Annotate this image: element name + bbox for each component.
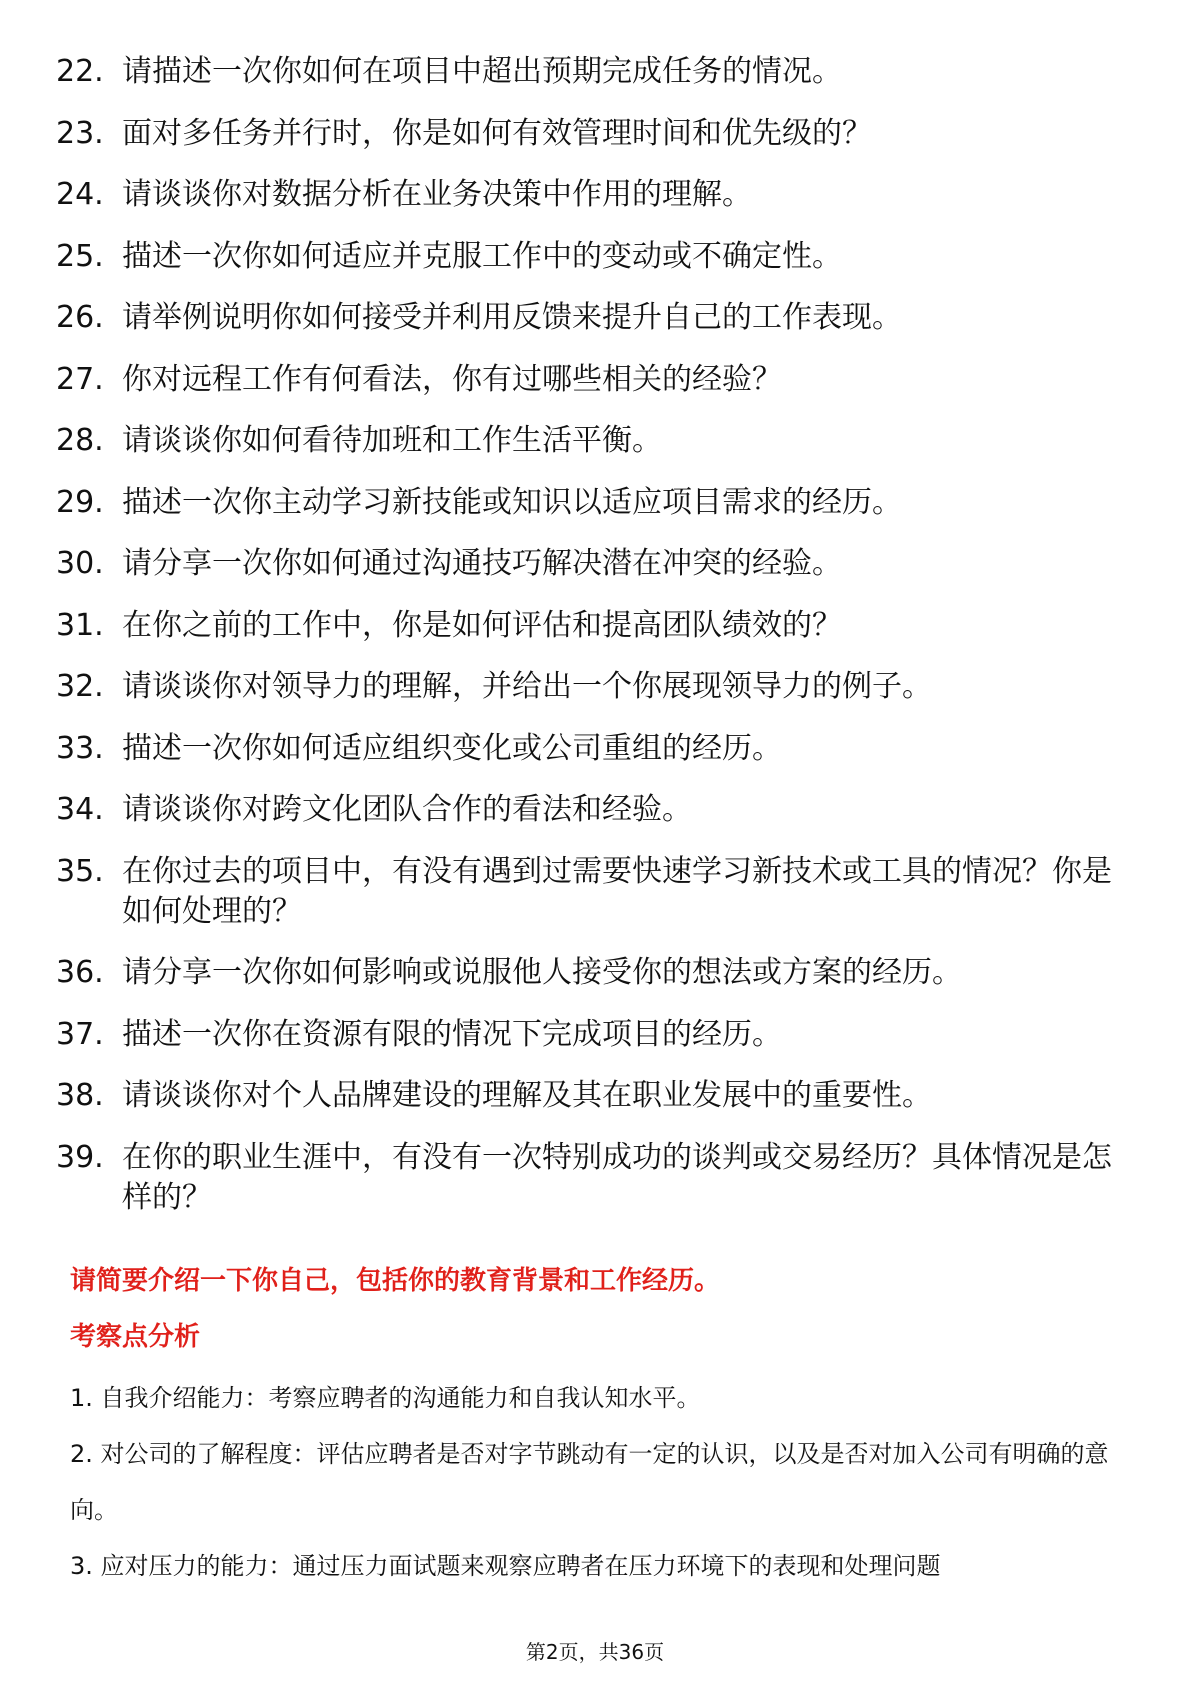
question-text: 请谈谈你对领导力的理解，并给出一个你展现领导力的例子。 [122, 669, 932, 704]
question-text: 请谈谈你如何看待加班和工作生活平衡。 [122, 423, 662, 458]
question-number: 34. [56, 792, 104, 827]
question-item [56, 953, 1116, 993]
question-number: 26. [56, 300, 104, 335]
question-number: 22. [56, 54, 104, 89]
question-text: 你对远程工作有何看法，你有过哪些相关的经验？ [122, 361, 782, 397]
question-text: 描述一次你主动学习新技能或知识以适应项目需求的经历。 [122, 484, 902, 520]
question-item [56, 237, 1116, 277]
question-item [56, 52, 1116, 92]
question-text: 请举例说明你如何接受并利用反馈来提升自己的工作表现。 [122, 300, 902, 335]
question-number: 24. [56, 177, 104, 212]
analysis-item: 3. 应对压力的能力：通过压力面试题来观察应聘者在压力环境下的表现和处理问题 [70, 1552, 941, 1580]
page-footer: 第2页，共36页 [525, 1640, 665, 1664]
question-item [56, 790, 1116, 830]
question-item [56, 1138, 1116, 1218]
question-number: 29. [56, 484, 104, 520]
question-text: 描述一次你如何适应并克服工作中的变动或不确定性。 [122, 238, 842, 274]
analysis-list [70, 1370, 1120, 1594]
question-number: 27. [56, 361, 104, 397]
question-item [56, 421, 1116, 461]
question-text: 请谈谈你对跨文化团队合作的看法和经验。 [122, 792, 692, 827]
question-item [56, 483, 1116, 523]
question-item [56, 1015, 1116, 1055]
question-text: 请分享一次你如何影响或说服他人接受你的想法或方案的经历。 [122, 955, 962, 990]
question-list [56, 52, 1116, 1239]
question-text: 请谈谈你对个人品牌建设的理解及其在职业发展中的重要性。 [122, 1078, 932, 1113]
highlight-question: 请简要介绍一下你自己，包括你的教育背景和工作经历。 [70, 1266, 721, 1296]
question-number: 23. [56, 115, 104, 151]
question-item [56, 114, 1116, 154]
question-number: 38. [56, 1078, 104, 1113]
question-item [56, 606, 1116, 646]
question-text: 描述一次你在资源有限的情况下完成项目的经历。 [122, 1016, 782, 1052]
question-item [56, 852, 1116, 932]
question-text: 在你之前的工作中，你是如何评估和提高团队绩效的？ [122, 607, 842, 643]
analysis-item: 2. 对公司的了解程度：评估应聘者是否对字节跳动有一定的认识，以及是否对加入公司有明确的意向。 [70, 1440, 1109, 1524]
question-number: 32. [56, 669, 104, 704]
question-text: 请描述一次你如何在项目中超出预期完成任务的情况。 [122, 54, 842, 89]
question-number: 31. [56, 607, 104, 643]
question-text: 描述一次你如何适应组织变化或公司重组的经历。 [122, 730, 782, 766]
question-item [56, 729, 1116, 769]
question-item [56, 544, 1116, 584]
question-number: 33. [56, 730, 104, 766]
question-item [56, 360, 1116, 400]
question-number: 39. [56, 1139, 104, 1175]
question-text: 在你过去的项目中，有没有遇到过需要快速学习新技术或工具的情况？你是如何处理的？ [122, 853, 1112, 929]
question-text: 面对多任务并行时，你是如何有效管理时间和优先级的？ [122, 115, 872, 151]
question-text: 在你的职业生涯中，有没有一次特别成功的谈判或交易经历？具体情况是怎样的？ [122, 1139, 1112, 1215]
question-number: 35. [56, 853, 104, 889]
question-number: 25. [56, 238, 104, 274]
question-number: 30. [56, 546, 104, 581]
question-number: 36. [56, 955, 104, 990]
analysis-item: 1. 自我介绍能力：考察应聘者的沟通能力和自我认知水平。 [70, 1384, 701, 1412]
question-number: 37. [56, 1016, 104, 1052]
question-number: 28. [56, 423, 104, 458]
analysis-heading: 考察点分析 [70, 1322, 201, 1352]
question-item [56, 667, 1116, 707]
question-item [56, 298, 1116, 338]
question-item [56, 1076, 1116, 1116]
question-item [56, 175, 1116, 215]
question-text: 请谈谈你对数据分析在业务决策中作用的理解。 [122, 177, 752, 212]
question-text: 请分享一次你如何通过沟通技巧解决潜在冲突的经验。 [122, 546, 842, 581]
